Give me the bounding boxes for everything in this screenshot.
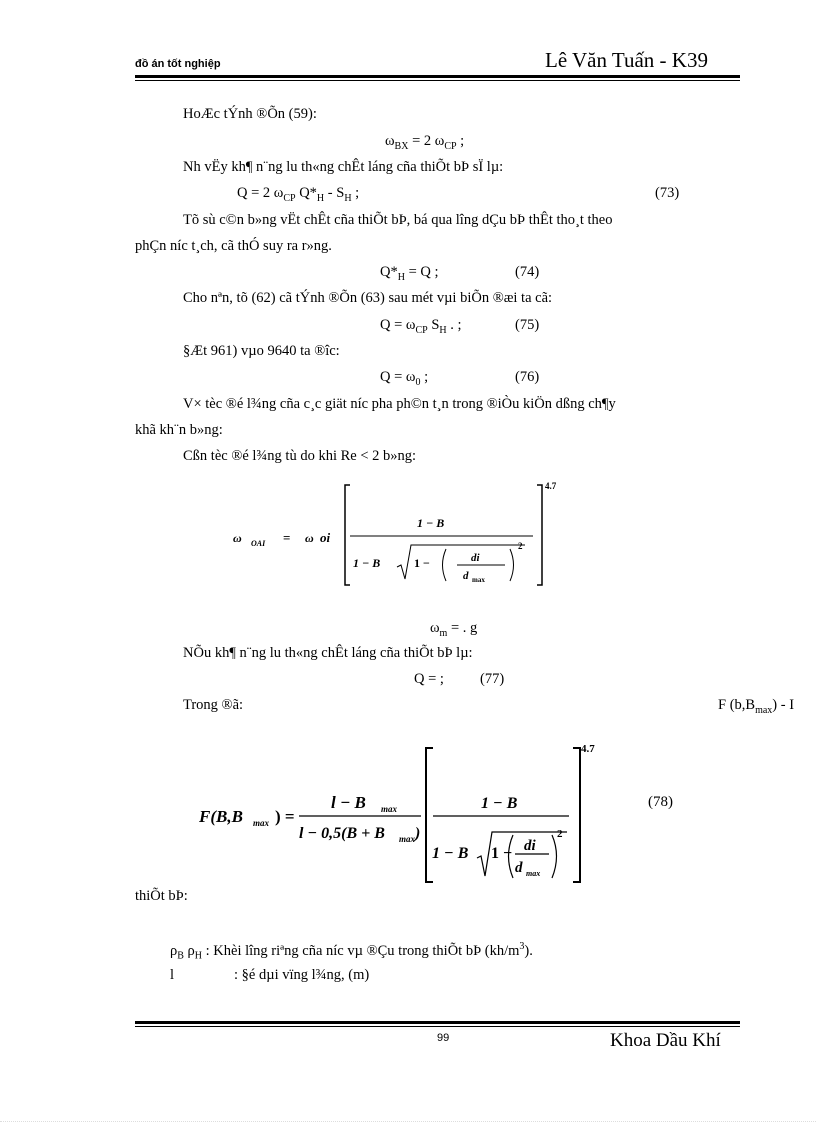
f2-di: di: [524, 838, 536, 854]
text-line-14-symbol: l: [170, 967, 175, 983]
text-line-7: V× tèc ®é l¾ng cña c¸c giät níc pha ph©n t¸n trong ®iÒu kiÖn dßng ch¶y: [183, 396, 616, 412]
f2-one: 1 −: [491, 845, 513, 862]
text-line-14: : §é dµi vïng l¾ng, (m): [234, 967, 370, 983]
f1-d: d: [463, 570, 469, 582]
footer-rule: [135, 1021, 740, 1024]
f1-w: ω: [305, 531, 314, 545]
f1-lhs-sub: OAI: [251, 539, 266, 548]
text-line-11-right: F $(b,B_{max})$ - I: [718, 697, 795, 716]
f2-lhs-sub: max: [253, 818, 270, 828]
header-rule-thin: [135, 80, 740, 81]
f2-fr-den: l − 0,5(B + B: [299, 825, 385, 842]
formula-settling-velocity: [225, 475, 585, 595]
header-left: đồ án tốt nghiệp: [135, 58, 221, 70]
equation-omega-bx: $\omega_{BX} = 2$ $\omega_{CP}$ ;: [385, 133, 465, 152]
text-line-5: Cho nªn, tõ (62) cã tÝnh ®Õn (63) sau mét vµi biÕn ®æi ta cã:: [183, 290, 553, 306]
footer-rule-thin: [135, 1026, 740, 1027]
f2-pow: 4.7: [581, 743, 595, 755]
equation-omega-m: $\omega_m$ = . g: [430, 620, 478, 639]
f2-lhs: F(B,B: [199, 807, 243, 826]
f1-oi: oi: [320, 530, 331, 545]
page-number: 99: [437, 1032, 450, 1044]
header-right: Lê Văn Tuấn - K39: [545, 48, 708, 72]
text-line-4: phÇn níc t¸ch, cã thÓ suy ra r»ng.: [135, 238, 332, 254]
f1-di: di: [471, 552, 480, 564]
f2-in-den: 1 − B: [432, 845, 469, 862]
equation-number-78: (78): [648, 794, 673, 810]
header-rule: [135, 75, 740, 78]
text-line-11: Trong ®ã:: [183, 697, 244, 713]
text-line-10: NÕu kh¶ n¨ng lu th«ng chÊt láng cña thiÕt bÞ lµ:: [183, 645, 473, 661]
equation-73: Q = 2 $\omega_{CP}$ $Q*_H - S_H$ ;: [237, 185, 360, 204]
text-line-9: Cßn tèc ®é l¾ng tù do khi Re < 2 b»ng:: [183, 448, 417, 464]
text-line-8: khã kh¨n b»ng:: [135, 422, 223, 438]
f1-lhs: ω: [233, 531, 242, 545]
equation-number-77: (77): [480, 671, 505, 687]
f2-fr-num: l − B: [331, 793, 366, 812]
formula-f-b-bmax: [195, 742, 615, 888]
f2-lhs-end: ) =: [275, 807, 295, 826]
footer-right: Khoa Dầu Khí: [610, 1030, 721, 1051]
text-line-1: HoÆc tÝnh ®Õn (59):: [183, 106, 317, 122]
equation-number-74: (74): [515, 264, 540, 280]
f1-eq: =: [283, 530, 291, 545]
f2-d: d: [515, 860, 523, 876]
equation-number-75: (75): [515, 317, 540, 333]
f1-sq: 2: [518, 541, 523, 551]
text-line-12: thiÕt bÞ:: [135, 888, 188, 904]
equation-77: Q = ;: [414, 671, 444, 687]
text-line-3: Tõ sù c©n b»ng vËt chÊt cña thiÕt bÞ, bá qua lîng dÇu bÞ thÊt tho¸t theo: [183, 212, 613, 228]
f2-dsub: max: [526, 869, 541, 878]
f1-pow: 4.7: [545, 481, 557, 491]
text-line-6: §Æt 961) vµo 9640 ta ®îc:: [183, 343, 340, 359]
f2-fr-den-end: ): [415, 825, 421, 842]
f2-fr-num-sub: max: [381, 804, 398, 814]
f1-num: 1 − B: [417, 516, 445, 530]
f2-sq: 2: [557, 828, 563, 840]
equation-76: $Q = \omega_0$ ;: [380, 369, 429, 388]
f2-fr-den-sub: max: [399, 834, 416, 844]
f2-in-num: 1 − B: [481, 795, 518, 812]
equation-number-73: (73): [655, 185, 680, 201]
f1-one: 1 −: [414, 556, 430, 570]
text-line-2: Nh vËy kh¶ n¨ng lu th«ng chÊt láng cña thiÕt bÞ sÏ lµ:: [183, 159, 504, 175]
equation-number-76: (76): [515, 369, 540, 385]
f1-dsub: max: [472, 576, 485, 584]
page-bottom-border: [0, 1121, 816, 1122]
text-line-13: $\rho_B$ $\rho_H$ : Khèi lîng riªng cña níc vµ ®Çu trong thiÕt bÞ $(kh/m^3)$.: [170, 941, 533, 962]
f1-den: 1 − B: [353, 556, 381, 570]
equation-74: $Q*_H = Q$ ;: [380, 264, 439, 283]
equation-75: $Q = \omega_{CP}$ $S_H$ . ;: [380, 317, 462, 336]
